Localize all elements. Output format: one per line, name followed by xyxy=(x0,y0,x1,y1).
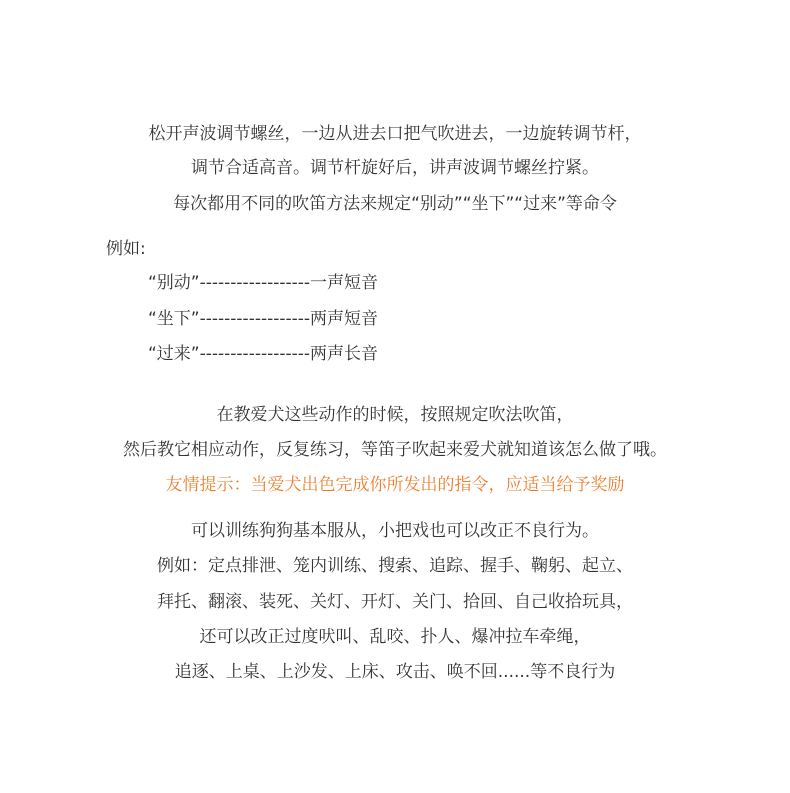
friendly-tip: 友情提示：当爱犬出色完成你所发出的指令，应适当给予奖励 xyxy=(165,475,625,495)
behavior-line-3: 拜托、翻滚、装死、关灯、开灯、关门、拾回、自己收拾玩具， xyxy=(157,592,633,612)
behavior-line-4: 还可以改正过度吠叫、乱咬、扑人、爆冲拉车牵绳， xyxy=(199,627,591,647)
training-line-1: 在教爱犬这些动作的时候，按照规定吹法吹笛， xyxy=(216,405,574,425)
example-label: 例如: xyxy=(106,239,146,259)
command-come: “过来”------------------两声长音 xyxy=(148,344,379,364)
behavior-line-5: 追逐、上桌、上沙发、上床、攻击、唤不回......等不良行为 xyxy=(174,662,616,682)
setup-line-1: 松开声波调节螺丝，一边从进去口把气吹进去，一边旋转调节杆， xyxy=(148,124,642,144)
setup-line-3: 每次都用不同的吹笛方法来规定“别动”“坐下”“过来”等命令 xyxy=(173,194,617,214)
command-stay: “别动”------------------一声短音 xyxy=(148,273,379,293)
training-line-2: 然后教它相应动作，反复练习，等笛子吹起来爱犬就知道该怎么做了哦。 xyxy=(123,440,667,460)
behavior-line-2: 例如：定点排泄、笼内训练、搜索、追踪、握手、鞠躬、起立、 xyxy=(157,556,633,576)
behavior-line-1: 可以训练狗狗基本服从，小把戏也可以改正不良行为。 xyxy=(191,521,599,541)
setup-line-2: 调节合适高音。调节杆旋好后，讲声波调节螺丝拧紧。 xyxy=(191,158,599,178)
command-sit: “坐下”------------------两声短音 xyxy=(148,309,379,329)
